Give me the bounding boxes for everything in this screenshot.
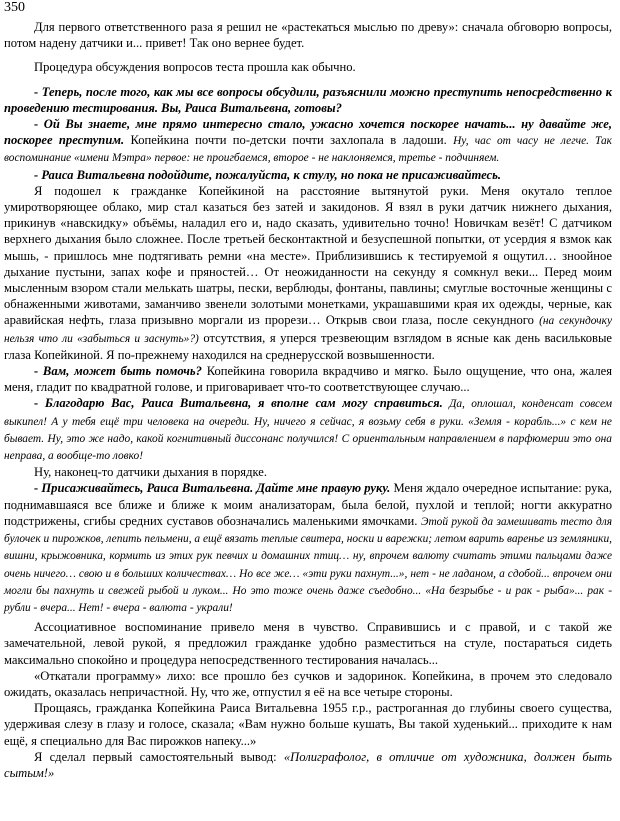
text-run: Ассоциативное воспоминание привело меня в чувство. Справившись и с правой, и с такой же замечательной, левой рукой, я предложил гражданке удобно разместиться на стуле, постараться сидеть максимально спокойно и процедура непосредственного тестирования началась...	[4, 620, 612, 667]
text-run: Прощаясь, гражданка Копейкина Раиса Витальевна 1955 г.р., растроганная до глубины своего существа, удерживая слезу в глазу и голосе, сказала; «Вам нужно больше кушать, Вы такой худенький... приходите к нам ещё, я специально для Вас пирожков напеку...»	[4, 701, 612, 748]
text-run: - Раиса Витальевна подойдите, пожалуйста, к стулу, но пока не присаживайтесь.	[34, 167, 502, 182]
text-run: Меня ждало очередное испытание: рука, поднимавшаяся все ближе и ближе к моим анализаторам, была белой, пухлой и теплой; ногти аккуратно подстрижены, сгибы средних суставов обозначались маленькими ямочками.	[4, 481, 613, 528]
text-run: «Полиграфолог, в отличие от художника, должен быть сытым!»	[4, 749, 613, 780]
text-run: Я подошел к гражданке Копейкиной на расстояние вытянутой руки. Меня окутало теплое умиротворяющее облако, мир стал казаться без затей и закидонов. Я взял в руки датчик нижнего дыхания, прикинув «навскидку» объёмы, наладил его и, надо сказать, удивительно точно! Новичкам везёт! С датчиком верхнего дыхания было сложнее. После третьей бесконтактной и безуспешной попытки, от усердия я взмок как мышь, - пришлось мне подтягивать ремни «на месте». Приблизившись к тестируемой я ощутил… зноойное дыхание пустыни, запах кофе и пряностей… От неожиданности на секунду я сомкнул веки... Перед моим мысленным взором стали мелькать шатры, пески, верблюды, фонтаны, павлины; смуглые восточные женщины с обнаженными животами, заманчиво звенели золотыми монетками, украшавшими края их одежды, черные, как аравийская нефть, глаза призывно моргали из прорези… Открыв свои глаза, после секундного	[4, 183, 612, 328]
text-run: Да, оплошал, конденсат совсем выкипел! А у тебя ещё три человека на очереди. Ну, ничего я сейчас, я возьму себя в руки. «Земля - корабль...» с кем не бывает. Ну, это же надо, какой когнитивный диссонанс получился! С ориентальным направлением в парфюмерии это она неправа, а вообще-то ловко!	[4, 398, 612, 463]
text-run: Ну, наконец-то датчики дыхания в порядке.	[34, 465, 268, 480]
text-run: Копейкина говорила вкрадчиво и мягко. Было ощущение, что она, жалея меня, гладит по квадратной голове, и приговаривает что-то соответствующее случаю...	[4, 364, 612, 395]
paragraph	[4, 668, 612, 700]
paragraph	[4, 19, 612, 51]
paragraph	[4, 167, 612, 183]
text-run: - Ой Вы знаете, мне прямо интересно стало, ужасно хочется поскорее начать... ну давайте же, поскорее преступим.	[4, 117, 612, 148]
page-content	[4, 19, 612, 781]
text-run: (на секундочку нельзя что ли «забыться и заснуть»?)	[4, 315, 612, 345]
text-run: - Вам, может быть помочь?	[34, 364, 202, 379]
text-run: - Присаживайтесь, Раиса Витальевна. Дайте мне правую руку.	[34, 481, 391, 496]
text-run: Этой рукой да замешивать тесто для булочек и пирожков, лепить пельмени, а ещё вязать теплые свитера, носки и варежки; летом варить варенье из земляники, вишни, крыжовника, кормить из этих рук певчих и домашних птиц… ну, впрочем валюту считать этими пальцами даже очень ничего… свою и в больших количествах… Но все же… «эти руки пахнут...», нет - не ладаном, а сдобой... впрочем они могли бы пахнуть и свежей рыбой и луком... Но это тоже очень даже съедобно... «На безрыбье - и рак - рыба»... рак - рубли - вчера... Нет! - вчера - валюта - украли!	[4, 515, 612, 614]
paragraph	[4, 84, 612, 116]
paragraph	[4, 395, 612, 464]
text-run: Я сделал первый самостоятельный вывод:	[34, 749, 284, 764]
paragraph	[4, 363, 612, 395]
text-run: Процедура обсуждения вопросов теста прошла как обычно.	[34, 60, 356, 75]
text-run: - Благодарю Вас, Раиса Витальевна, я вполне сам могу справиться.	[34, 396, 443, 411]
text-run: «Откатали программу» лихо: все прошло без сучков и задоринок. Копейкина, в прочем это следовало ожидать, оказалась непричастной. Ну, что же, отпустил я её на все четыре стороны.	[4, 668, 612, 699]
paragraph	[4, 116, 612, 167]
paragraph	[4, 619, 612, 668]
paragraph	[4, 700, 612, 749]
page-number: 350	[4, 0, 25, 15]
paragraph	[4, 59, 612, 75]
text-run: Копейкина почти по-детски почти захлопала в ладоши.	[124, 133, 454, 148]
text-run: Для первого ответственного раза я решил не «растекаться мыслью по древу»: сначала обговорю вопросы, потом надену датчики и... привет! Так оно вернее будет.	[4, 20, 612, 51]
paragraph	[4, 464, 612, 480]
paragraph	[4, 480, 612, 616]
text-run: Ну, час от часу не легче. Так воспоминание «имени Мэтра» первое: не проигбаемся, второе - не наклоняемся, третье - подчиняем.	[4, 135, 612, 165]
paragraph	[4, 749, 612, 781]
paragraph	[4, 183, 612, 363]
text-run: - Теперь, после того, как мы все вопросы обсудили, разъяснили можно преступить непосредственно к проведению тестирования. Вы, Раиса Витальевна, готовы?	[4, 84, 612, 115]
text-run: отсутствия, я уперся трезвеющим взглядом в ясные как день васильковые глаза Копейкиной. Я по-прежнему находился на среднерусской возвышенности.	[4, 330, 612, 362]
